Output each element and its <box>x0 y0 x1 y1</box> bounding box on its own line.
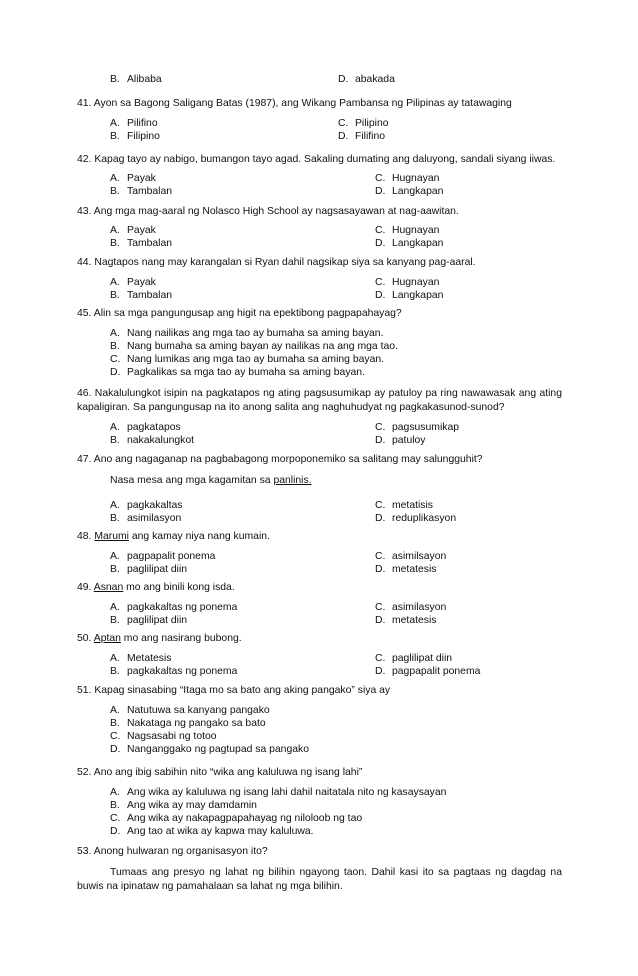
option-42-a: A. Payak <box>110 173 156 184</box>
option-43-b: B. Tambalan <box>110 238 173 249</box>
option-46-c: C. pagsusumikap <box>375 422 460 433</box>
option-46-d: D. patuloy <box>375 435 426 446</box>
option-50-d: D. pagpapalit ponema <box>375 666 481 677</box>
option-45-b: B. Nang bumaha sa aming bayan ay nailikas na ang mga tao. <box>110 341 398 352</box>
option-52-a: A. Ang wika ay kaluluwa ng isang lahi dahil naitatala nito ng kasaysayan <box>110 787 447 798</box>
question-53: 53. Anong hulwaran ng organisasyon ito? <box>77 846 268 857</box>
option-40-b: B. Alibaba <box>110 74 162 85</box>
option-44-a: A. Payak <box>110 277 156 288</box>
option-48-d: D. metatesis <box>375 564 437 575</box>
question-46-line1: 46. Nakalulungkot isipin na pagkatapos ng ating pagsusumikap ay patuloy pa ring nawawasak ang ating <box>77 388 562 399</box>
option-45-c: C. Nang lumikas ang mga tao ay bumaha sa aming bayan. <box>110 354 385 365</box>
option-48-b: B. paglilipat diin <box>110 564 188 575</box>
question-49: 49. Asnan mo ang binili kong isda. <box>77 582 235 593</box>
question-42: 42. Kapag tayo ay nabigo, bumangon tayo agad. Sakaling dumating ang daluyong, sandali siyang iiwas. <box>77 154 556 165</box>
option-41-c: C. Pilipino <box>338 118 389 129</box>
option-42-b: B. Tambalan <box>110 186 173 197</box>
question-53-paragraph-line2: buwis na ipinataw ng pamahalaan sa lahat ng mga bilihin. <box>77 881 343 892</box>
option-43-a: A. Payak <box>110 225 156 236</box>
question-47-sentence: Nasa mesa ang mga kagamitan sa panlinis. <box>110 475 312 486</box>
question-48: 48. Marumi ang kamay niya nang kumain. <box>77 531 270 542</box>
option-45-a: A. Nang nailikas ang mga tao ay bumaha sa aming bayan. <box>110 328 384 339</box>
option-52-b: B. Ang wika ay may damdamin <box>110 800 257 811</box>
question-45: 45. Alin sa mga pangungusap ang higit na epektibong pagpapahayag? <box>77 308 402 319</box>
option-47-b: B. asimilasyon <box>110 513 182 524</box>
option-47-a: A. pagkakaltas <box>110 500 183 511</box>
option-47-d: D. reduplikasyon <box>375 513 457 524</box>
question-51: 51. Kapag sinasabing “Itaga mo sa bato ang aking pangako” siya ay <box>77 685 391 696</box>
option-46-b: B. nakakalungkot <box>110 435 195 446</box>
option-49-c: C. asimilasyon <box>375 602 447 613</box>
question-47: 47. Ano ang nagaganap na pagbabagong morpoponemiko sa salitang may salungguhit? <box>77 454 483 465</box>
option-52-c: C. Ang wika ay nakapagpapahayag ng niloloob ng tao <box>110 813 363 824</box>
question-53-paragraph-line1: Tumaas ang presyo ng lahat ng bilihin ngayong taon. Dahil kasi ito sa pagtaas ng dagdag na <box>110 867 562 878</box>
question-46-line2: kapaligiran. Sa pangungusap na ito anong salita ang naghuhudyat ng pagkakasunod-sunod? <box>77 402 505 413</box>
option-50-c: C. paglilipat diin <box>375 653 453 664</box>
option-51-c: C. Nagsasabi ng totoo <box>110 731 217 742</box>
option-41-d: D. Filifino <box>338 131 386 142</box>
option-48-a: A. pagpapalit ponema <box>110 551 216 562</box>
option-51-b: B. Nakataga ng pangako sa bato <box>110 718 266 729</box>
option-49-a: A. pagkakaltas ng ponema <box>110 602 238 613</box>
underlined-word: Aptan <box>93 633 121 644</box>
option-50-b: B. pagkakaltas ng ponema <box>110 666 238 677</box>
option-43-d: D. Langkapan <box>375 238 444 249</box>
question-52: 52. Ano ang ibig sabihin nito “wika ang kaluluwa ng isang lahi” <box>77 767 363 778</box>
option-43-c: C. Hugnayan <box>375 225 440 236</box>
option-42-d: D. Langkapan <box>375 186 444 197</box>
option-50-a: A. Metatesis <box>110 653 172 664</box>
option-44-c: C. Hugnayan <box>375 277 440 288</box>
option-40-d: D. abakada <box>338 74 395 85</box>
question-50: 50. Aptan mo ang nasirang bubong. <box>77 633 242 644</box>
option-46-a: A. pagkatapos <box>110 422 181 433</box>
option-48-c: C. asimilsayon <box>375 551 447 562</box>
underlined-word: panlinis. <box>273 475 312 486</box>
option-44-b: B. Tambalan <box>110 290 173 301</box>
question-43: 43. Ang mga mag-aaral ng Nolasco High School ay nagsasayawan at nag-aawitan. <box>77 206 459 217</box>
underlined-word: Marumi <box>94 531 129 542</box>
question-41: 41. Ayon sa Bagong Saligang Batas (1987), ang Wikang Pambansa ng Pilipinas ay tatawaging <box>77 98 512 109</box>
option-47-c: C. metatisis <box>375 500 433 511</box>
option-49-d: D. metatesis <box>375 615 437 626</box>
option-41-b: B. Filipino <box>110 131 160 142</box>
option-42-c: C. Hugnayan <box>375 173 440 184</box>
question-44: 44. Nagtapos nang may karangalan si Ryan dahil nagsikap siya sa kanyang pag-aaral. <box>77 257 476 268</box>
underlined-word: Asnan <box>93 582 124 593</box>
option-44-d: D. Langkapan <box>375 290 444 301</box>
option-45-d: D. Pagkalikas sa mga tao ay bumaha sa aming bayan. <box>110 367 365 378</box>
option-41-a: A. Pilifino <box>110 118 158 129</box>
option-52-d: D. Ang tao at wika ay kapwa may kaluluwa. <box>110 826 314 837</box>
option-51-a: A. Natutuwa sa kanyang pangako <box>110 705 270 716</box>
option-49-b: B. paglilipat diin <box>110 615 188 626</box>
option-51-d: D. Nanganggako ng pagtupad sa pangako <box>110 744 309 755</box>
